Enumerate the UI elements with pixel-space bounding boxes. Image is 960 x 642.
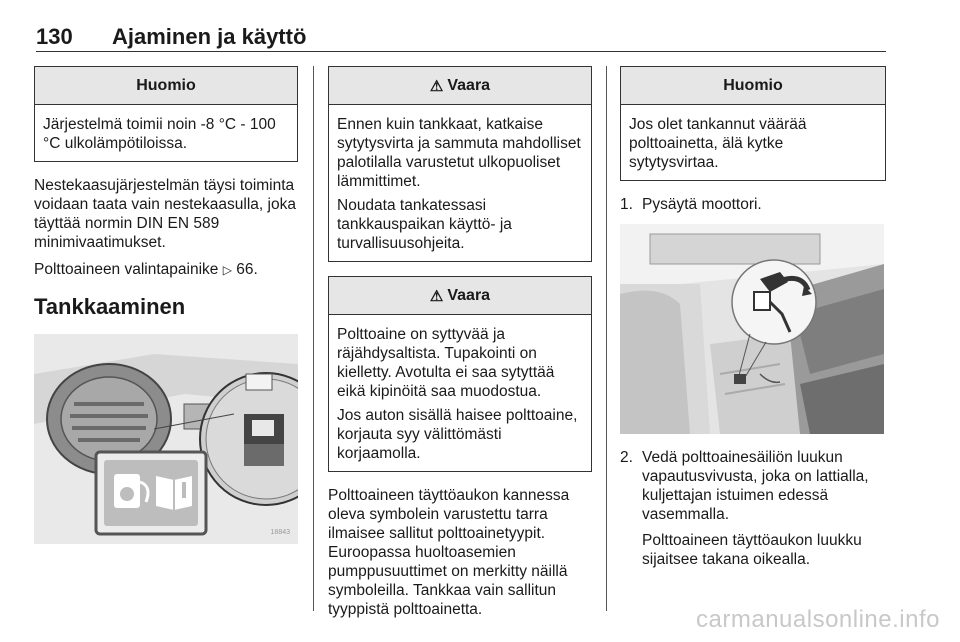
warning-box — [328, 276, 592, 472]
page-reference[interactable]: 66. — [236, 261, 258, 278]
page-number: 130 — [36, 24, 73, 49]
page-header — [36, 22, 886, 52]
release-lever-figure — [620, 224, 884, 434]
warning-triangle-icon: ⚠ — [429, 287, 444, 305]
fuel-cap-illustration — [34, 334, 298, 544]
paragraph-text: Polttoaineen valintapainike — [34, 261, 223, 278]
paragraph: Polttoaineen täyttöaukon kannessa oleva symbolein varustettu tarra ilmaisee sallitut polttoainetyypit. Euroopassa huoltoasemien pumppusuuttimet on merkitty näillä symboleilla. Tankkaa vain sallitun tyyppistä polttoainetta. — [328, 487, 570, 618]
section-heading: Tankkaaminen — [34, 294, 186, 319]
warning-box-title: Vaara — [447, 76, 491, 94]
warning-box-title: Vaara — [447, 286, 491, 304]
warning-box-header — [329, 277, 591, 315]
note-box-title: Huomio — [35, 67, 297, 105]
warning-box — [328, 66, 592, 262]
column-2 — [328, 66, 592, 627]
step-text: Vedä polttoainesäiliön luukun vapautusvivusta, joka on lattialla, kuljettajan istuimen edessä vasemmalla. — [642, 449, 869, 523]
warning-text: Noudata tankatessasi tankkauspaikan käyttö- ja turvallisuusohjeita. — [337, 197, 512, 252]
step-2 — [620, 448, 886, 576]
column-divider — [606, 66, 607, 611]
step-1 — [620, 195, 886, 214]
step-text: Polttoaineen täyttöaukon luukku sijaitsee takana oikealla. — [642, 532, 862, 568]
column-1 — [34, 66, 298, 544]
watermark: carmanualsonline.info — [696, 606, 940, 633]
note-box-text: Järjestelmä toimii noin -8 °C - 100 °C ulkolämpötiloissa. — [43, 116, 276, 152]
column-divider — [313, 66, 314, 611]
arrow-icon: ▷ — [222, 263, 232, 277]
paragraph: Nestekaasujärjestelmän täysi toiminta voidaan taata vain nestekaasulla, joka täyttää normin DIN EN 589 minimivaatimukset. — [34, 177, 296, 251]
chapter-title: Ajaminen ja käyttö — [112, 24, 307, 49]
release-lever-illustration — [620, 224, 884, 434]
warning-text: Jos auton sisällä haisee polttoaine, korjauta syy välittömästi korjaamolla. — [337, 407, 578, 462]
note-box-title: Huomio — [621, 67, 885, 105]
warning-box-header — [329, 67, 591, 105]
paragraph-with-reference — [34, 260, 298, 280]
warning-triangle-icon: ⚠ — [429, 77, 444, 95]
warning-text: Polttoaine on syttyvää ja räjähdysaltista. Tupakointi on kielletty. Avotulta ei saa sytyttää eikä kipinöitä saa muodostua. — [337, 326, 555, 400]
step-number: 1. — [620, 196, 633, 213]
column-3 — [620, 66, 886, 582]
step-text: Pysäytä moottori. — [642, 196, 762, 213]
fuel-cap-figure — [34, 334, 298, 544]
note-box-text: Jos olet tankannut väärää polttoainetta, älä kytke sytytysvirtaa. — [629, 116, 807, 171]
figure-code: 18843 — [270, 529, 290, 536]
warning-text: Ennen kuin tankkaat, katkaise sytytysvirta ja sammuta mahdolliset palotilalla varustetut ulkopuoliset lämmittimet. — [337, 116, 581, 190]
note-box — [34, 66, 298, 162]
step-number: 2. — [620, 449, 633, 466]
note-box — [620, 66, 886, 181]
